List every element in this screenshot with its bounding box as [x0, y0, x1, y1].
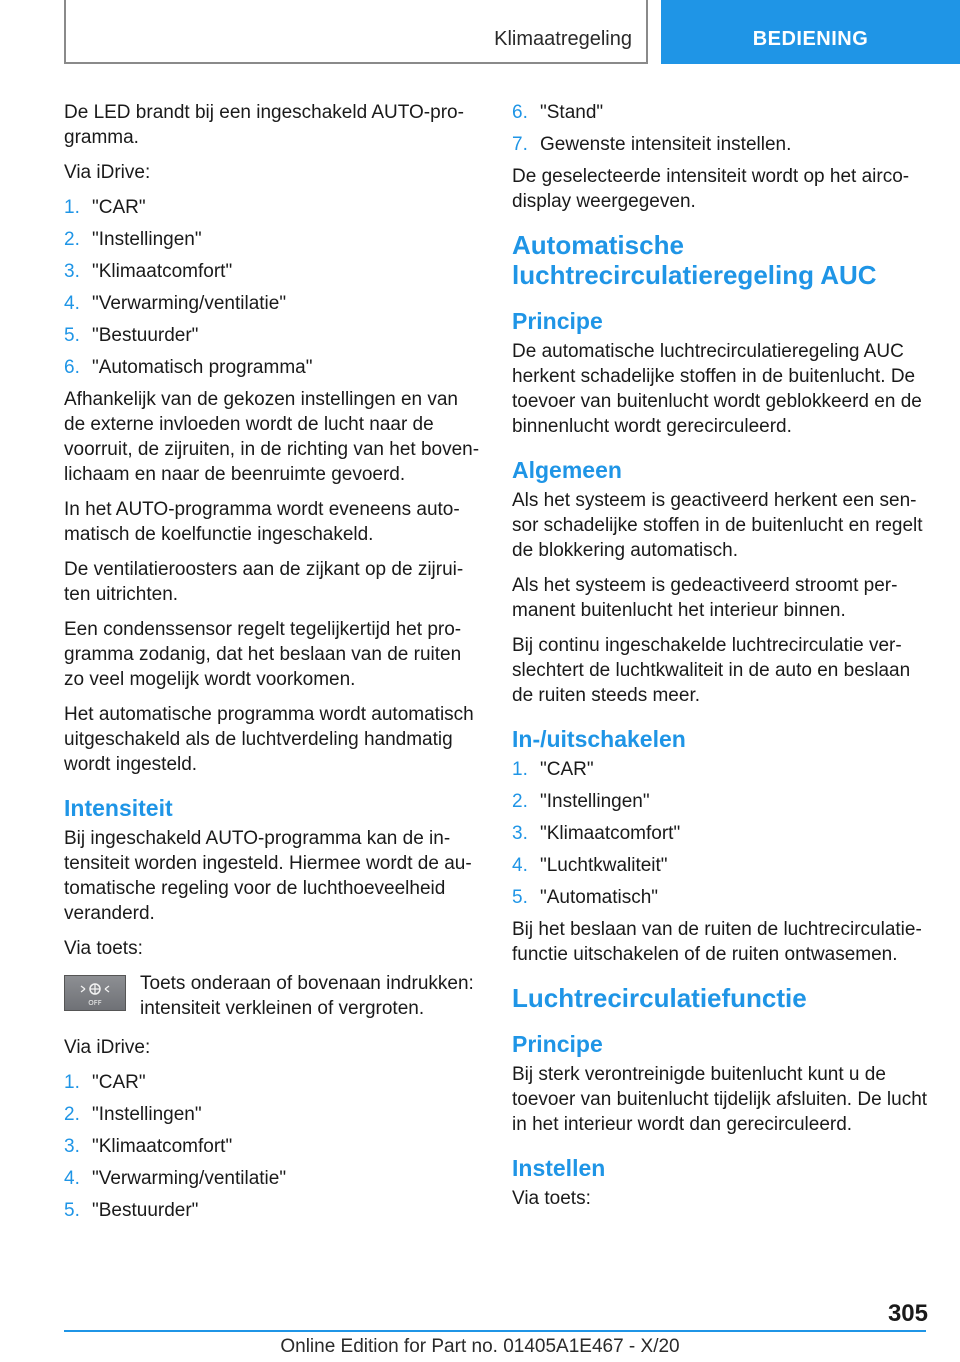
paragraph: Een condenssensor regelt tegelijkertijd het pro‐gramma zodanig, dat het beslaan van de ruiten zo veel mogelijk wordt voorkomen. — [64, 619, 462, 690]
list-text: "Instellingen" — [540, 791, 650, 812]
list-number: 4. — [512, 855, 528, 876]
list-number: 5. — [64, 325, 80, 346]
list-text: "Bestuurder" — [92, 1200, 199, 1221]
paragraph: Via toets: — [64, 938, 143, 959]
chapter-title: Klimaatregeling — [494, 28, 632, 50]
idrive-steps-list — [64, 1070, 480, 1223]
list-number: 4. — [64, 293, 80, 314]
left-column — [64, 100, 480, 1230]
list-item — [64, 1134, 480, 1159]
list-number: 3. — [64, 261, 80, 282]
list-item — [64, 227, 480, 252]
paragraph: Als het systeem is gedeactiveerd stroomt per‐manent buitenlucht het interieur binnen. — [512, 575, 898, 621]
idrive-steps-list — [512, 757, 930, 910]
heading-instellen: Instellen — [512, 1155, 606, 1181]
list-text: "Verwarming/ventilatie" — [92, 293, 287, 314]
edition-note: Online Edition for Part no. 01405A1E467 - X/20 — [280, 1336, 680, 1357]
key-instruction — [64, 971, 480, 1021]
list-item — [512, 789, 930, 814]
list-number: 6. — [512, 102, 528, 123]
paragraph: De geselecteerde intensiteit wordt op het airco‐display weergegeven. — [512, 166, 910, 212]
heading-principe: Principe — [512, 1031, 603, 1057]
list-item — [64, 259, 480, 284]
list-item — [64, 355, 480, 380]
list-item — [64, 323, 480, 348]
list-item — [64, 195, 480, 220]
list-number: 4. — [64, 1168, 80, 1189]
page-header — [0, 0, 960, 66]
list-text: "Automatisch" — [540, 887, 659, 908]
section-title: BEDIENING — [752, 28, 869, 50]
footer-divider — [64, 1330, 926, 1332]
paragraph: Bij sterk verontreinigde buitenlucht kunt u de toevoer van buitenlucht tijdelijk afsluiten. De lucht in het interieur wordt dan gerecirculeerd. — [512, 1064, 928, 1135]
list-number: 1. — [512, 759, 528, 780]
fan-auto-off-button-icon — [64, 975, 126, 1011]
paragraph: De ventilatieroosters aan de zijkant op de zijrui‐ten uitrichten. — [64, 559, 464, 605]
list-item — [512, 821, 930, 846]
list-item — [512, 885, 930, 910]
list-text: "Luchtkwaliteit" — [540, 855, 668, 876]
list-number: 5. — [512, 887, 528, 908]
heading-in-uitschakelen: In-/uitschakelen — [512, 726, 686, 752]
paragraph: Als het systeem is geactiveerd herkent een sen‐sor schadelijke stoffen in de buitenlucht en regelt de blokkering automatisch. — [512, 490, 923, 561]
paragraph: Bij het beslaan van de ruiten de luchtrecirculatie‐functie uitschakelen of de ruiten ontwasemen. — [512, 919, 922, 965]
list-number: 1. — [64, 1072, 80, 1093]
list-number: 2. — [64, 1104, 80, 1125]
list-number: 3. — [512, 823, 528, 844]
list-text: "CAR" — [92, 197, 146, 218]
list-item — [64, 1070, 480, 1095]
list-item — [512, 132, 930, 157]
section-tab — [661, 0, 960, 64]
paragraph: Bij ingeschakeld AUTO-programma kan de in‐tensiteit worden ingesteld. Hiermee wordt de au‐tomatische regeling voor de luchthoeveelheid veranderd. — [64, 828, 472, 924]
list-number: 1. — [64, 197, 80, 218]
list-number: 7. — [512, 134, 528, 155]
paragraph: Afhankelijk van de gekozen instellingen en van de externe invloeden wordt de lucht naar de voorruit, de zijruiten, in de richting van het boven‐lichaam en naar de beenruimte gevoerd. — [64, 389, 480, 485]
list-number: 2. — [512, 791, 528, 812]
heading-luchtrecirculatiefunctie: Luchtrecirculatiefunctie — [512, 983, 807, 1013]
list-text: "Verwarming/ventilatie" — [92, 1168, 287, 1189]
list-text: Gewenste intensiteit instellen. — [540, 134, 792, 155]
key-description: Toets onderaan of bovenaan indrukken: intensiteit verkleinen of vergroten. — [140, 973, 474, 1019]
right-column — [512, 100, 930, 1221]
svg-text:OFF: OFF — [88, 999, 102, 1007]
chapter-box — [64, 0, 648, 64]
idrive-steps-list — [512, 100, 930, 157]
list-text: "Automatisch programma" — [92, 357, 313, 378]
paragraph: In het AUTO-programma wordt eveneens auto‐matisch de koelfunctie ingeschakeld. — [64, 499, 460, 545]
idrive-steps-list — [64, 195, 480, 380]
heading-principe: Principe — [512, 308, 603, 334]
list-number: 3. — [64, 1136, 80, 1157]
heading-intensiteit: Intensiteit — [64, 795, 173, 821]
paragraph: De LED brandt bij een ingeschakeld AUTO-pro‐gramma. — [64, 102, 464, 148]
heading-auc: Automatische luchtrecirculatieregeling AUC — [512, 230, 877, 290]
heading-algemeen: Algemeen — [512, 457, 622, 483]
paragraph: Het automatische programma wordt automatisch uitgeschakeld als de luchtverdeling handmatig wordt ingesteld. — [64, 704, 474, 775]
list-text: "Bestuurder" — [92, 325, 199, 346]
list-item — [64, 1198, 480, 1223]
list-item — [64, 1166, 480, 1191]
list-text: "Instellingen" — [92, 1104, 202, 1125]
list-number: 2. — [64, 229, 80, 250]
paragraph: Via toets: — [512, 1188, 591, 1209]
list-text: "Instellingen" — [92, 229, 202, 250]
paragraph: Via iDrive: — [64, 1037, 151, 1058]
list-text: "Klimaatcomfort" — [92, 261, 233, 282]
list-text: "CAR" — [92, 1072, 146, 1093]
paragraph: Bij continu ingeschakelde luchtrecirculatie ver‐slechtert de luchtkwaliteit in de auto en beslaan de ruiten steeds meer. — [512, 635, 911, 706]
list-text: "Klimaatcomfort" — [92, 1136, 233, 1157]
paragraph: De automatische luchtrecirculatieregeling AUC herkent schadelijke stoffen in de buitenlucht. De toevoer van buitenlucht wordt geblokkeerd en de binnenlucht wordt gerecirculeerd. — [512, 341, 922, 437]
list-item — [512, 100, 930, 125]
list-item — [64, 291, 480, 316]
list-number: 5. — [64, 1200, 80, 1221]
page-number: 305 — [887, 1300, 928, 1327]
list-item — [512, 757, 930, 782]
list-text: "Stand" — [540, 102, 604, 123]
paragraph: Via iDrive: — [64, 162, 151, 183]
list-text: "Klimaatcomfort" — [540, 823, 681, 844]
list-text: "CAR" — [540, 759, 594, 780]
list-item — [512, 853, 930, 878]
list-number: 6. — [64, 357, 80, 378]
list-item — [64, 1102, 480, 1127]
